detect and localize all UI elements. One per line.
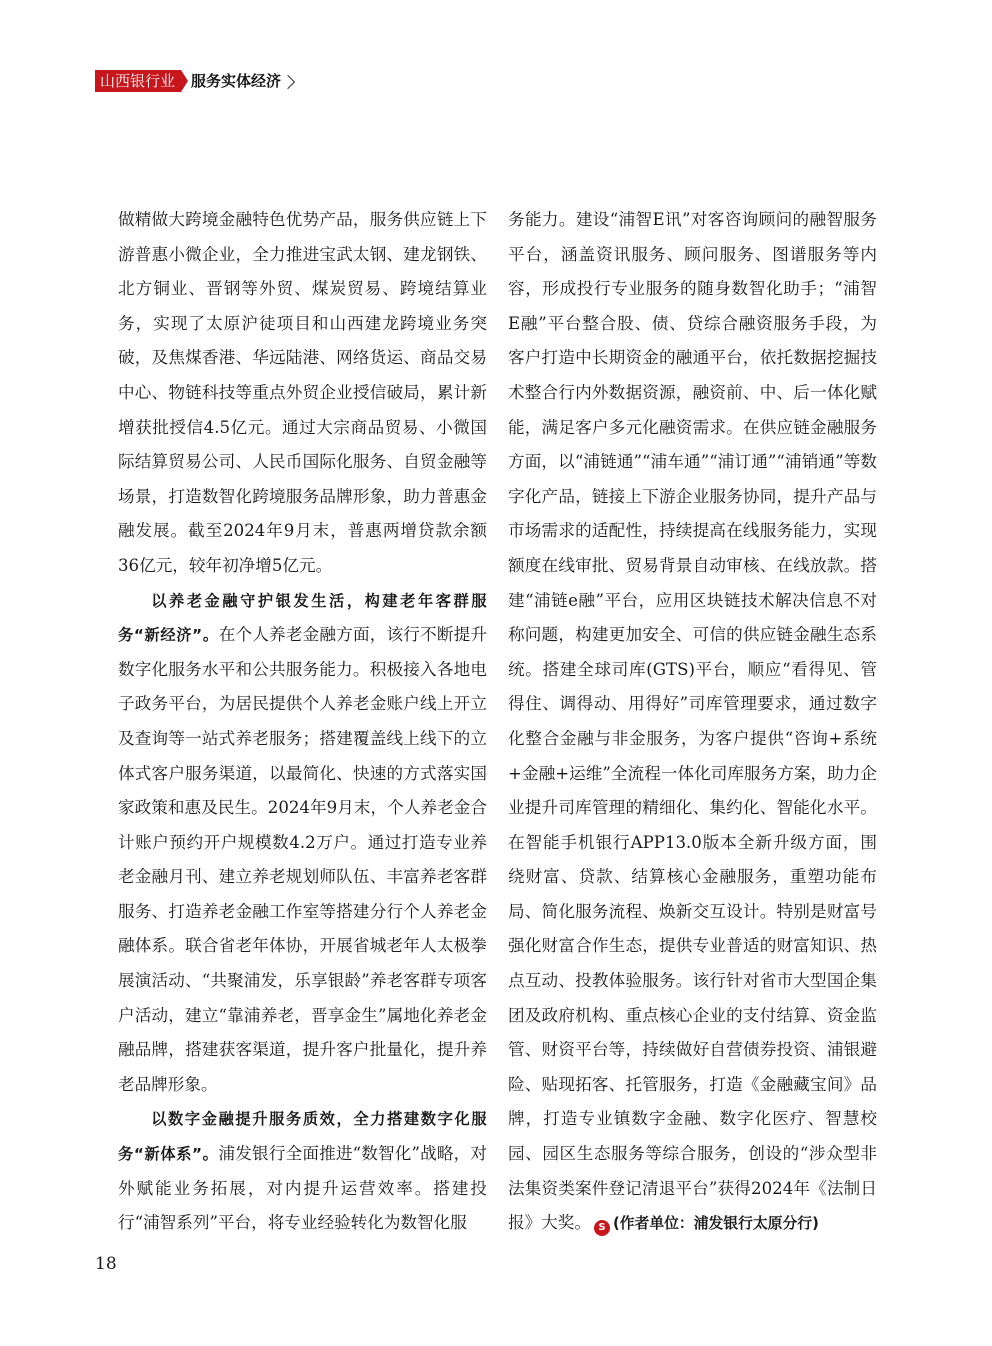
subsection-label: 服务实体经济 <box>191 72 282 90</box>
paragraph-body: 在个人养老金融方面，该行不断提升数字化服务水平和公共服务能力。积极接入各地电子政务平台，为居民提供个人养老金账户线上开立及查询等一站式养老服务；搭建覆盖线上线下的立体式客户服务渠道，以最简化、快速的方式落实国家政策和惠及民生。2024年9月末，个人养老金合计账户预约开户规模数4.2万户。通过打造专业养老金融月刊、建立养老规划师队伍、丰富养老客群服务、打造养老金融工作室等搭建分行个人养老金融体系。联合省老年体协，开展省城老年人太极拳展演活动、“共聚浦发，乐享银龄”养老客群专项客户活动，建立“靠浦养老，晋享金生”属地化养老金融品牌，搭建获客渠道，提升客户批量化，提升养老品牌形象。 <box>118 625 488 1094</box>
paragraph-body: 浦发银行全面推进“数智化”战略，对外赋能业务拓展，对内提升运营效率。搭建投行“浦智系列”平台，将专业经验转化为数智化服 <box>118 1144 488 1233</box>
paragraph <box>118 1102 487 1240</box>
section-header <box>95 69 293 93</box>
paragraph: 做精做大跨境金融特色优势产品，服务供应链上下游普惠小微企业，全力推进宝武太钢、建龙钢铁、北方铜业、晋钢等外贸、煤炭贸易、跨境结算业务，实现了太原沪徒项目和山西建龙跨境业务突破，及焦煤香港、华远陆港、网络货运、商品交易中心、物链科技等重点外贸企业授信破局，累计新增获批授信4.5亿元。通过大宗商品贸易、小微国际结算贸易公司、人民币国际化服务、自贸金融等场景，打造数智化跨境服务品牌形象，助力普惠金融发展。截至2024年9月末，普惠两增贷款余额36亿元，较年初净增5亿元。 <box>118 210 487 575</box>
paragraph-body: 务能力。建设“浦智E讯”对客咨询顾问的融智服务平台，涵盖资讯服务、顾问服务、图谱服务等内容，形成投行专业服务的随身数智化助手；“浦智E融”平台整合股、债、贷综合融资服务手段，为客户打造中长期资金的融通平台，依托数据挖掘技术整合行内外数据资源，融资前、中、后一体化赋能，满足客户多元化融资需求。在供应链金融服务方面，以“浦链通”“浦车通”“浦订通”“浦销通”等数字化产品，链接上下游企业服务协同，提升产品与市场需求的适配性，持续提高在线服务能力，实现额度在线审批、贸易背景自动审核、在线放款。搭建“浦链e融”平台，应用区块链技术解决信息不对称问题，构建更加安全、可信的供应链金融生态系统。搭建全球司库(GTS)平台，顺应“看得见、管得住、调得动、用得好”司库管理要求，通过数字化整合金融与非金服务，为客户提供“咨询+系统+金融+运维”全流程一体化司库服务方案，助力企业提升司库管理的精细化、集约化、智能化水平。在智能手机银行APP13.0版本全新升级方面，围绕财富、贷款、结算核心金融服务，重塑功能布局、简化服务流程、焕新交互设计。特别是财富号强化财富合作生态，提供专业普适的财富知识、热点互动、投教体验服务。该行针对省市大型国企集团及政府机构、重点核心企业的支付结算、资金监管、财资平台等，持续做好自营债券投资、浦银避险、贴现拓客、托管服务，打造《金融藏宝间》品牌，打造专业镇数字金融、数字化医疗、智慧校园、园区生态服务等综合服务，创设的“涉众型非法集资类案件登记清退平台”获得2024年《法制日报》大奖。 <box>508 210 877 1233</box>
paragraph-lead: 以养老金融守护银发生活，构建老年客群服务“新经济”。 <box>118 591 487 645</box>
paragraph-lead: 以数字金融提升服务质效，全力搭建数字化服务“新体系”。 <box>118 1110 487 1164</box>
bank-logo-icon: S <box>594 1220 610 1236</box>
paragraph <box>508 203 877 1242</box>
author-note: (作者单位：浦发银行太原分行) <box>612 1215 819 1233</box>
right-column <box>508 203 877 1242</box>
paragraph <box>118 584 487 1103</box>
section-label: 山西银行业 <box>95 70 181 92</box>
page-number: 18 <box>95 1254 117 1274</box>
left-column <box>118 203 487 1241</box>
